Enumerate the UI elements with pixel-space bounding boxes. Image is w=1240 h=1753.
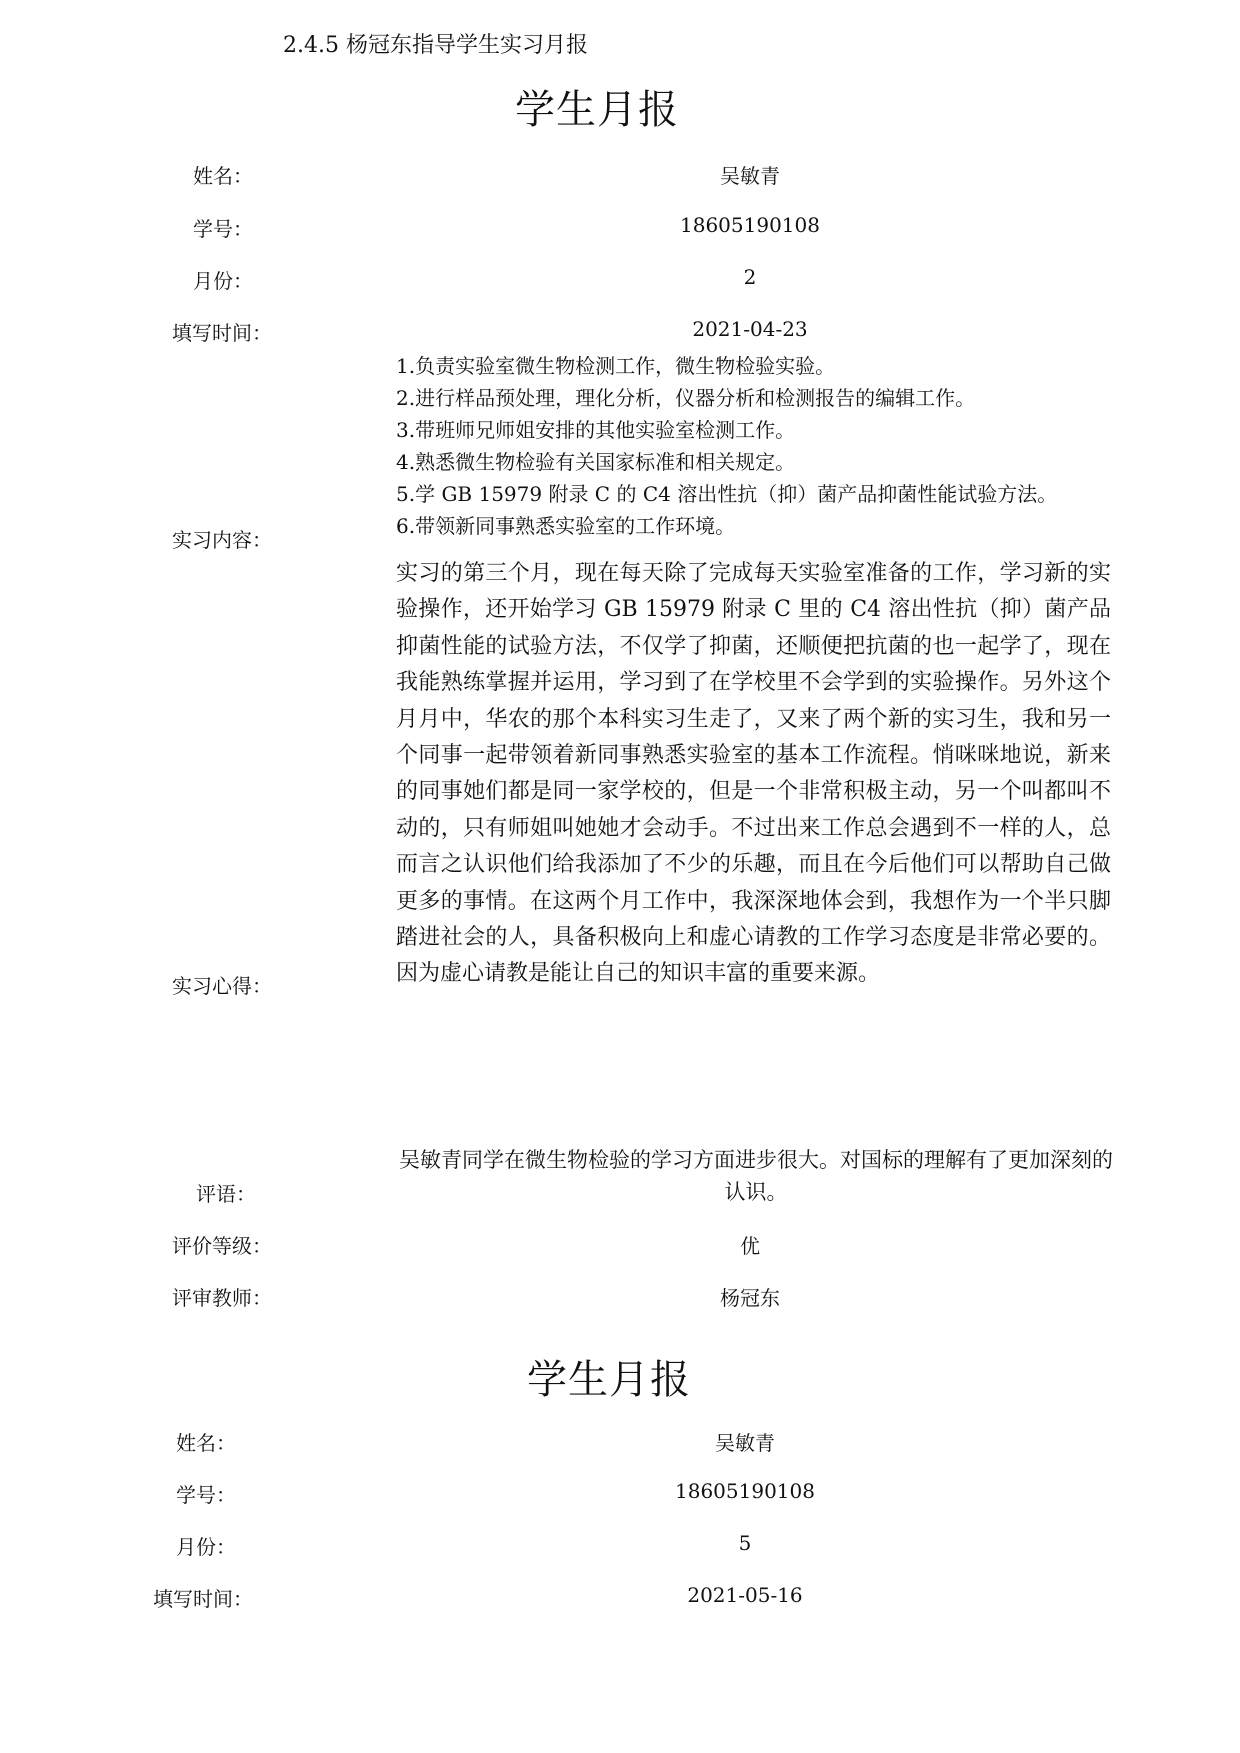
student-id-label: 学号： xyxy=(193,217,253,241)
month-label: 月份： xyxy=(176,1535,236,1559)
student-id-value: 18605190108 xyxy=(680,213,820,237)
internship-content-label: 实习内容： xyxy=(172,528,272,552)
reviewer-label: 评审教师： xyxy=(172,1286,272,1310)
fill-date-label: 填写时间： xyxy=(153,1587,253,1611)
task-item: 6.带领新同事熟悉实验室的工作环境。 xyxy=(396,514,736,538)
internship-task-list xyxy=(396,350,1116,542)
fill-date-value: 2021-05-16 xyxy=(687,1583,803,1607)
month-value: 2 xyxy=(743,265,757,289)
name-value: 吴敏青 xyxy=(720,164,780,188)
report-title: 学生月报 xyxy=(527,1357,691,1403)
fill-date-label: 填写时间： xyxy=(172,321,272,345)
teacher-comment: 吴敏青同学在微生物检验的学习方面进步很大。对国标的理解有了更加深刻的认识。 xyxy=(399,1148,1113,1204)
student-id-label: 学号： xyxy=(176,1483,236,1507)
reviewer-value: 杨冠东 xyxy=(720,1286,780,1310)
task-item: 5.学 GB 15979 附录 C 的 C4 溶出性抗（抑）菌产品抑菌性能试验方法。 xyxy=(396,482,1058,506)
name-value: 吴敏青 xyxy=(715,1431,775,1455)
name-label: 姓名： xyxy=(193,164,253,188)
name-label: 姓名： xyxy=(176,1431,236,1455)
task-item: 3.带班师兄师姐安排的其他实验室检测工作。 xyxy=(396,418,796,442)
grade-label: 评价等级： xyxy=(172,1234,272,1258)
task-item: 1.负责实验室微生物检测工作，微生物检验实验。 xyxy=(396,354,836,378)
report-title: 学生月报 xyxy=(515,87,679,133)
student-id-value: 18605190108 xyxy=(675,1479,815,1503)
month-value: 5 xyxy=(738,1531,752,1555)
comment-label: 评语： xyxy=(196,1182,256,1206)
reflection-label: 实习心得： xyxy=(172,974,272,998)
task-item: 4.熟悉微生物检验有关国家标准和相关规定。 xyxy=(396,450,796,474)
grade-value: 优 xyxy=(740,1234,760,1258)
fill-date-value: 2021-04-23 xyxy=(692,317,808,341)
task-item: 2.进行样品预处理，理化分析，仪器分析和检测报告的编辑工作。 xyxy=(396,386,976,410)
reflection-text: 实习的第三个月，现在每天除了完成每天实验室准备的工作，学习新的实验操作，还开始学习 GB 15979 附录 C 里的 C4 溶出性抗（抑）菌产品抑菌性能的试验方法，不仅学了抑菌，还顺便把抗菌的也一起学了，现在我能熟练掌握并运用，学习到了在学校里不会学到的实验操作。另外这个月月中，华农的那个本科实习生走了，又来了两个新的实习生，我和另一个同事一起带领着新同事熟悉实验室的基本工作流程。悄咪咪地说，新来的同事她们都是同一家学校的，但是一个非常积极主动，另一个叫都叫不动的，只有师姐叫她她才会动手。不过出来工作总会遇到不一样的人，总而言之认识他们给我添加了不少的乐趣，而且在今后他们可以帮助自己做更多的事情。在这两个月工作中，我深深地体会到，我想作为一个半只脚踏进社会的人，具备积极向上和虚心请教的工作学习态度是非常必要的。因为虚心请教是能让自己的知识丰富的重要来源。 xyxy=(396,561,1111,987)
month-label: 月份： xyxy=(193,269,253,293)
section-heading: 2.4.5 杨冠东指导学生实习月报 xyxy=(283,33,588,58)
